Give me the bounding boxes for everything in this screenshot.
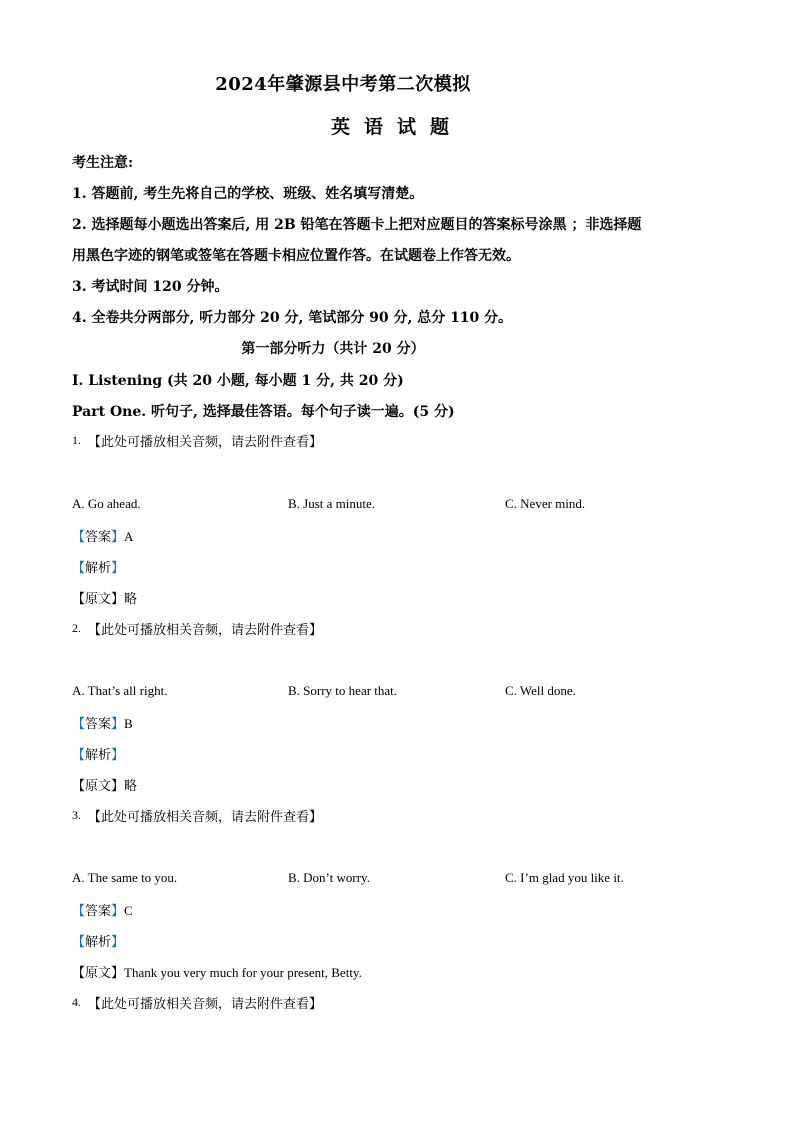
note-item-2-continued: 用黑色字迹的钢笔或签笔在答题卡相应位置作答。在试题卷上作答无效。 <box>72 248 520 264</box>
analysis-label: 解析 <box>85 748 112 763</box>
original-label: 原文 <box>85 779 112 794</box>
exam-title: 2024年肇源县中考第二次模拟 <box>215 74 471 95</box>
audio-placeholder[interactable]: 【此处可播放相关音频，请去附件查看】 <box>88 435 323 450</box>
answer-label: 答案 <box>85 717 112 732</box>
option-a: A. Go ahead. <box>72 496 141 511</box>
note-item-4: 4. 全卷共分两部分, 听力部分 20 分, 笔试部分 90 分, 总分 110 分。 <box>72 310 513 326</box>
option-c: C. Never mind. <box>505 496 586 511</box>
analysis-line: 【解析】 <box>72 561 125 576</box>
option-a: A. The same to you. <box>72 870 178 885</box>
original-label: 原文 <box>85 592 112 607</box>
option-b: B. Don’t worry. <box>288 870 370 885</box>
listening-heading: I. Listening (共 20 小题, 每小题 1 分, 共 20 分) <box>72 373 404 389</box>
answer-line: 【答案】A <box>72 529 134 545</box>
answer-label: 答案 <box>85 530 112 545</box>
analysis-label: 解析 <box>85 935 112 950</box>
audio-placeholder[interactable]: 【此处可播放相关音频，请去附件查看】 <box>88 810 323 825</box>
option-b: B. Sorry to hear that. <box>288 683 398 698</box>
note-item-1: 1. 答题前, 考生先将自己的学校、班级、姓名填写清楚。 <box>72 186 424 202</box>
answer-line: 【答案】C <box>72 903 133 919</box>
analysis-line: 【解析】 <box>72 748 125 763</box>
original-label: 原文 <box>85 966 112 981</box>
audio-placeholder[interactable]: 【此处可播放相关音频，请去附件查看】 <box>88 623 323 638</box>
analysis-line: 【解析】 <box>72 935 125 950</box>
exam-subtitle: 英语试题 <box>330 116 463 138</box>
question-number: 2. <box>72 621 81 635</box>
original-text: 略 <box>124 779 138 794</box>
section-title: 第一部分听力（共计 20 分） <box>241 341 425 357</box>
option-b: B. Just a minute. <box>288 496 376 511</box>
note-item-2: 2. 选择题每小题选出答案后, 用 2B 铅笔在答题卡上把对应题目的答案标号涂黑 ；非选择题 <box>72 217 642 233</box>
option-c: C. I’m glad you like it. <box>505 870 624 885</box>
answer-label: 答案 <box>85 904 112 919</box>
question-number: 1. <box>72 433 81 447</box>
original-line: 【原文】略 <box>72 779 138 794</box>
part-one-heading: Part One. 听句子, 选择最佳答语。每个句子读一遍。(5 分) <box>72 404 455 420</box>
notes-heading: 考生注意: <box>72 155 134 171</box>
answer-value: C <box>124 903 133 918</box>
question-number: 3. <box>72 808 81 822</box>
original-line: 【原文】Thank you very much for your present, Betty. <box>72 965 362 981</box>
original-text: 略 <box>124 592 138 607</box>
option-a: A. That’s all right. <box>72 683 168 698</box>
original-line: 【原文】略 <box>72 592 138 607</box>
analysis-label: 解析 <box>85 561 112 576</box>
original-text: Thank you very much for your present, Betty. <box>124 965 362 980</box>
note-item-3: 3. 考试时间 120 分钟。 <box>72 279 229 295</box>
option-c: C. Well done. <box>505 683 576 698</box>
question-number: 4. <box>72 995 81 1009</box>
answer-value: B <box>124 716 133 731</box>
answer-line: 【答案】B <box>72 716 133 732</box>
answer-value: A <box>124 529 134 544</box>
audio-placeholder[interactable]: 【此处可播放相关音频，请去附件查看】 <box>88 997 323 1012</box>
